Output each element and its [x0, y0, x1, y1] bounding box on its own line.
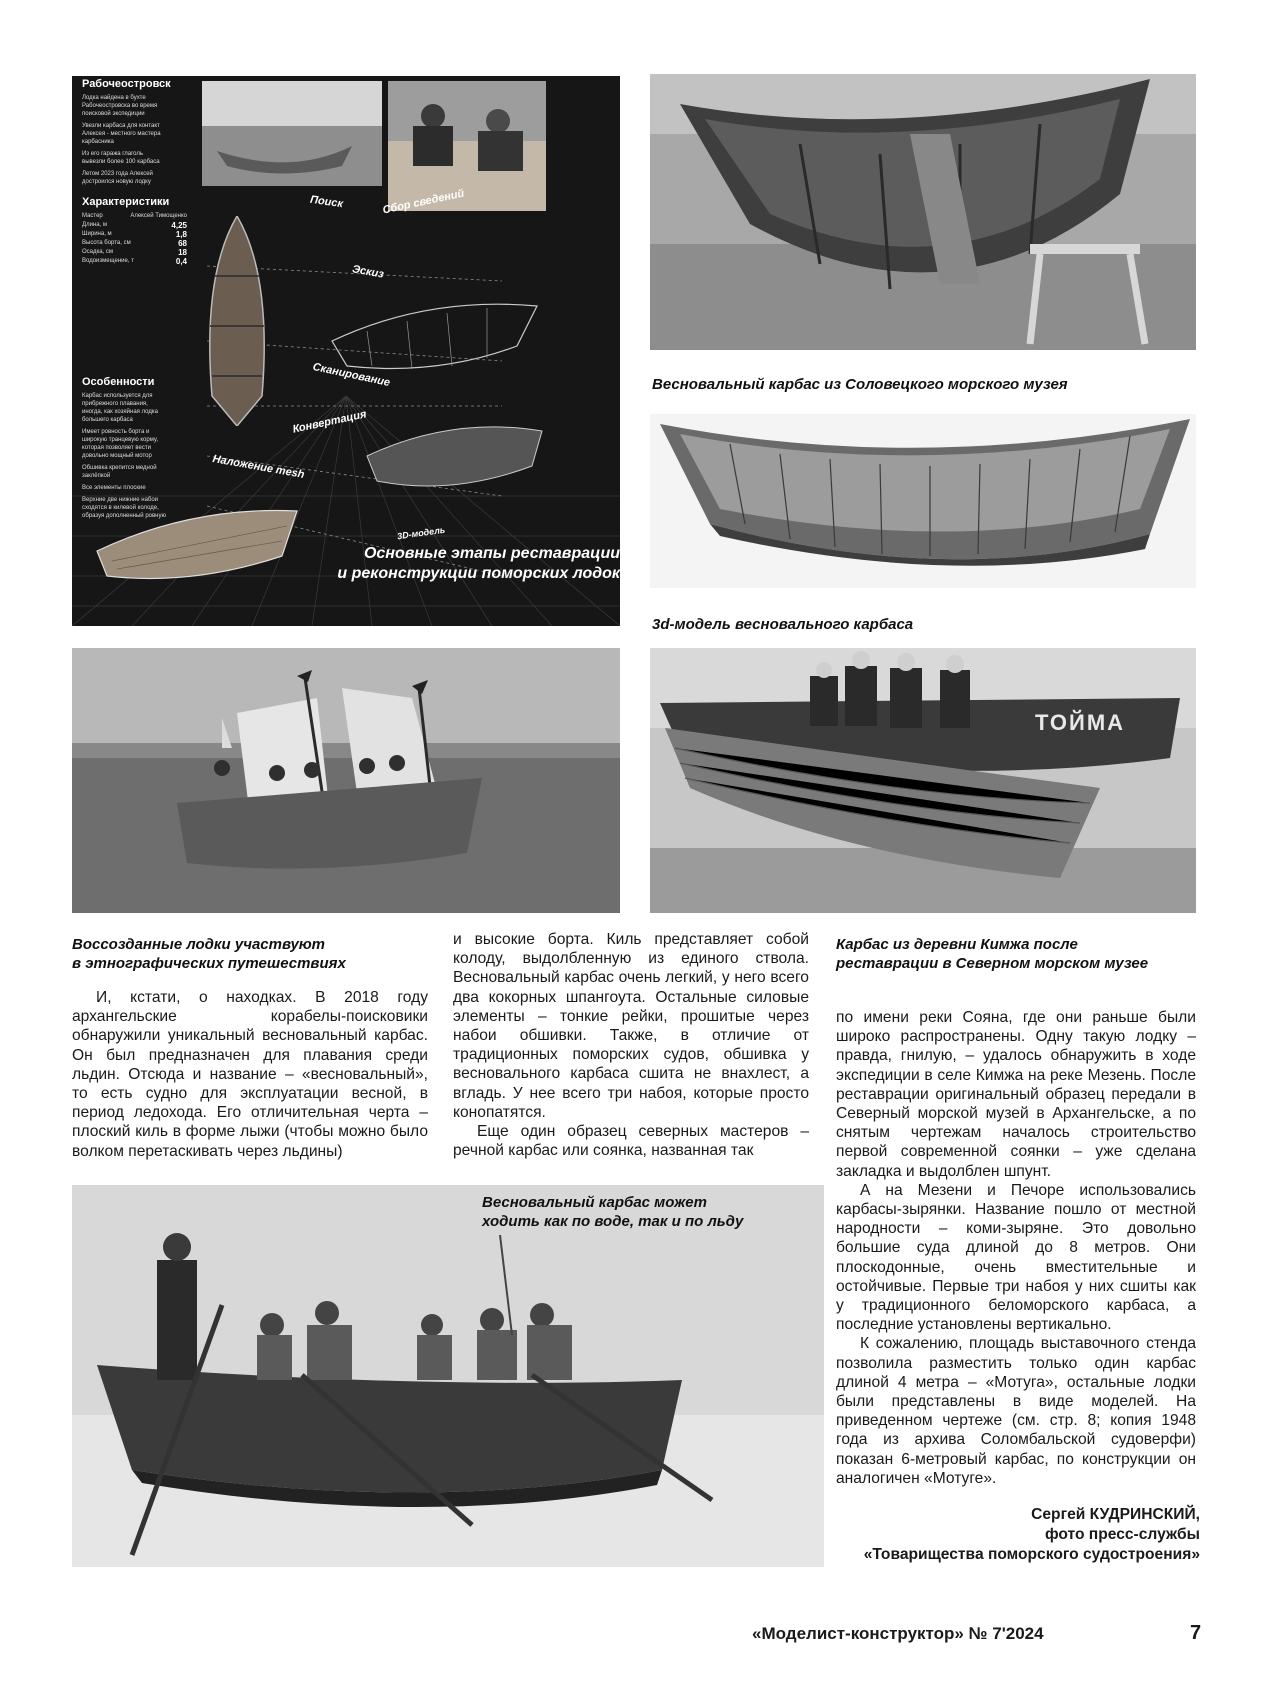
location-line: Рабочеостровска во время	[82, 103, 158, 109]
article-column-2	[453, 930, 809, 1160]
features-line: заклёпкой	[82, 473, 111, 479]
byline-author: Сергей КУДРИНСКИЙ,	[1031, 1506, 1200, 1523]
boat-topview-drawing	[202, 216, 272, 426]
features-line: прибрежного плавания,	[82, 401, 148, 407]
paragraph: по имени реки Сояна, где они раньше были широко распространены. Одну такую лодку – правда, гнилую, – удалось обнаружить в ходе экспедиции в селе Кимжа на реке Мезень. После реставрации оригинальный образец передали в Северный морской музей в Архангельске, а по снятым чертежам началось строительство первой современной соянки – уже сделана закладка и выдолблен шпунт.	[836, 1009, 1196, 1180]
paragraph: А на Мезени и Печоре использовались карбасы-зырянки. Название пошло от местной народности – коми-зыряне. Это довольно большие суда длиной до 8 метров. Они плоскодонные, очень вместительные и остойчивые. Первые три набоя у них сшиты как у традиционного беломорского карбаса, а последние установлены вертикально.	[836, 1181, 1196, 1334]
location-line: Увезли карбаса для контакт	[82, 123, 160, 129]
spec-row: Осадка, см 18	[82, 248, 187, 257]
location-line: достроился новую лодку	[82, 179, 151, 185]
location-block	[82, 78, 202, 186]
features-line: сходятся в килевой колоде,	[82, 505, 159, 511]
features-title: Особенности	[82, 376, 155, 388]
caption-solovki: Весновальный карбас из Соловецкого морского музея	[652, 376, 1068, 393]
boat-name-label: ТОЙМА	[1035, 710, 1126, 735]
location-line: Из его гаража глаголь	[82, 151, 143, 157]
infographic-boat-photo	[202, 81, 382, 186]
features-line: Карбас используется для	[82, 393, 153, 399]
spec-row: Водоизмещение, т 0,4	[82, 257, 187, 266]
caption-sailing-line: в этнографических путешествиях	[72, 955, 346, 972]
solovki-boat-photo	[650, 74, 1196, 350]
features-line: Имеет ровность борта и	[82, 429, 150, 435]
spec-row: Ширина, м 1,8	[82, 230, 187, 239]
location-line: поисковой экспедиции	[82, 111, 145, 117]
spec-row: Длина, м 4,25	[82, 221, 187, 230]
infographic-title-line: Основные этапы реставрации	[363, 545, 620, 562]
boat-sketch-drawing	[327, 286, 547, 376]
stage-convert: Конвертация	[291, 408, 368, 436]
caption-kimzha-line: реставрации в Северном морском музее	[836, 955, 1149, 972]
features-line: Все элементы плоские	[82, 485, 146, 491]
byline-photo-credit: фото пресс-службы	[1044, 1526, 1200, 1543]
features-line: Обшивка крепится медной	[82, 465, 157, 471]
paragraph: К сожалению, площадь выставочного стенда позволила разместить только один карбас длиной 4 метра – «Мотуга», остальные лодки были представлены в виде моделей. На приведенном чертеже (см. стр. 8; копия 1948 года из архива Соломбальской судоверфи) показан 6-метровый карбас, по конструкции он аналогичен «Мотуге».	[836, 1335, 1196, 1487]
stage-scan: Сканирование	[311, 360, 392, 390]
infographic-title-line: и реконструкции поморских лодок	[337, 565, 620, 582]
infographic-workers-photo	[388, 81, 546, 211]
specs-title: Характеристики	[82, 196, 170, 208]
page-number: 7	[1190, 1622, 1202, 1644]
features-line: довольно мощный мотор	[82, 453, 152, 459]
caption-sailing-line: Воссозданные лодки участвуют	[72, 936, 325, 953]
infographic-title	[304, 544, 620, 584]
spec-row: Высота борта, см 68	[82, 239, 187, 248]
ice-boat-photo	[72, 1185, 824, 1567]
stage-search: Поиск	[309, 193, 344, 211]
location-line: Лодка найдена в бухте	[82, 95, 146, 101]
author-byline	[840, 1505, 1200, 1565]
sailing-boats-photo	[72, 648, 620, 913]
stage-mesh: Наложение mesh	[211, 453, 306, 481]
caption-kimzha-line: Карбас из деревни Кимжа после	[836, 936, 1078, 953]
features-line: широкую транцевую корму,	[82, 437, 158, 443]
location-line: карбасника	[82, 139, 114, 145]
location-line: вывезли более 100 карбаса	[82, 159, 160, 165]
boat-3d-model-drawing	[92, 501, 302, 586]
stage-sketch: Эскиз	[351, 263, 385, 281]
features-line: большего карбаса	[82, 417, 133, 423]
infographic-panel	[72, 76, 620, 626]
magazine-footer: «Моделист-конструктор» № 7'2024	[752, 1624, 1044, 1643]
caption-3d-model: 3d-модель весновального карбаса	[652, 616, 914, 633]
caption-sailing	[72, 935, 346, 973]
spec-row: Мастер Алексей Тимощенко	[82, 213, 187, 219]
paragraph: И, кстати, о находках. В 2018 году архангельские корабелы-поисковики обнаружили уникальный весновальный карбас. Он был предназначен для плавания среди льдин. Отсюда и название – «весновальный», то есть судно для эксплуатации весной, в период ледохода. Его отличительная черта – плоский киль в форме лыжи (чтобы можно было волком перетаскивать через льдины)	[72, 989, 428, 1160]
boat-scan-drawing	[362, 416, 547, 496]
article-column-1	[72, 988, 428, 1161]
location-title: Рабочеостровск	[82, 78, 171, 90]
features-line: образуя дополненный ровную	[82, 513, 166, 519]
paragraph: и высокие борта. Киль представляет собой колоду, выдолбленную из единого ствола. Весновальный карбас очень легкий, у него всего два кокорных шпангоута. Остальные силовые элементы – тонкие рейки, прошитые через набои обшивки. Также, в отличие от традиционных поморских судов, обшивка у весновального карбаса сшита не внахлест, а вгладь. У нее всего три набоя, которые просто конопатятся.	[453, 931, 809, 1121]
location-line: Летом 2023 года Алексей	[82, 171, 153, 177]
features-block	[82, 376, 187, 520]
features-line: которая позволяет вести	[82, 445, 151, 451]
caption-ice	[482, 1193, 743, 1231]
paragraph: Еще один образец северных мастеров – речной карбас или соянка, названная так	[453, 1123, 809, 1160]
caption-ice-line: ходить как по воде, так и по льду	[482, 1213, 744, 1230]
byline-organization: «Товарищества поморского судостроения»	[863, 1546, 1200, 1563]
3d-model-render	[650, 414, 1196, 588]
kimzha-boat-photo	[650, 648, 1196, 913]
specs-block	[82, 196, 187, 266]
caption-kimzha	[836, 935, 1148, 973]
caption-ice-line: Весновальный карбас может	[482, 1194, 707, 1211]
stage-collect: Сбор сведений	[381, 187, 466, 217]
features-line: иногда, как хозяйная лодка	[82, 409, 158, 415]
location-line: Алексея - местного мастера	[82, 131, 161, 137]
features-line: Верхние две нижние набои	[82, 497, 159, 503]
stage-3d-model: 3D-модель	[396, 524, 446, 542]
article-column-3	[836, 1008, 1196, 1488]
